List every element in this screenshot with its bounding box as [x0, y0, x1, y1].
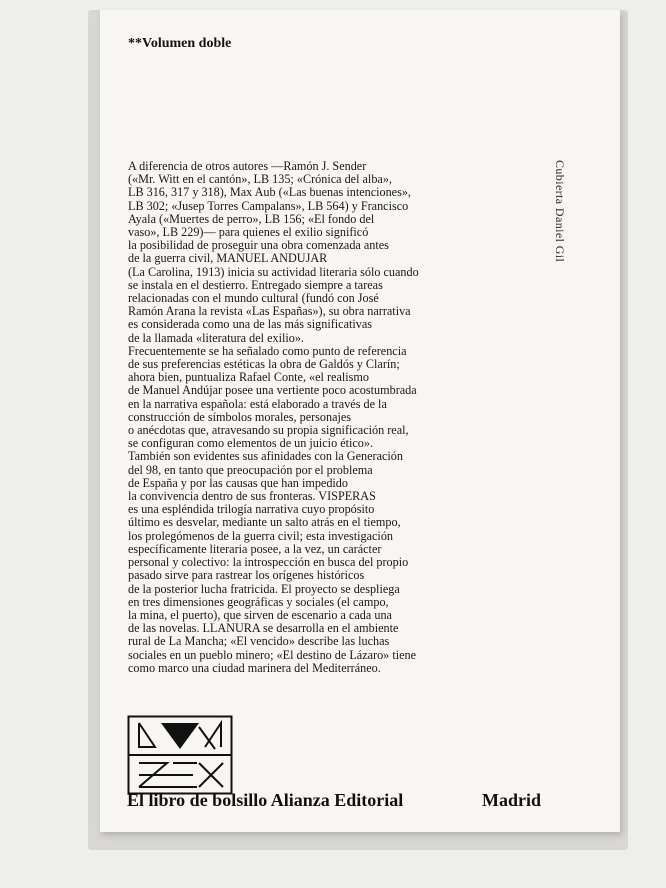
imprint-publisher: El libro de bolsillo Alianza Editorial [127, 790, 404, 810]
cover-credit: Cubierta Daniel Gil [553, 160, 567, 263]
blurb-line: relacionadas con el mundo cultural (fundó con José [128, 291, 379, 306]
blurb-line: pasado sirve para rastrear los orígenes históricos [128, 568, 365, 583]
blurb-line: construcción de símbolos morales, personajes [128, 409, 352, 424]
blurb-line: los prolegómenos de la guerra civil; esta investigación [128, 528, 394, 543]
blurb-line: como marco una ciudad marinera del Mediterráneo. [128, 660, 381, 675]
blurb-line: Frecuentemente se ha señalado como punto de referencia [128, 343, 407, 358]
imprint [127, 790, 541, 811]
blurb-line: de las novelas. LLANURA se desarrolla en el ambiente [128, 621, 399, 636]
blurb-line: Ayala («Muertes de perro», LB 156; «El fondo del [128, 211, 375, 226]
blurb-line: rural de La Mancha; «El vencido» describe las luchas [128, 634, 390, 649]
blurb-line: («Mr. Witt en el cantón», LB 135; «Crónica del alba», [128, 172, 392, 187]
blurb-line: LB 302; «Jusep Torres Campalans», LB 564) y Francisco [128, 198, 409, 213]
blurb-line: A diferencia de otros autores —Ramón J. Sender [128, 159, 367, 173]
blurb-line: de la guerra civil, MANUEL ANDUJAR [128, 251, 328, 266]
blurb-line: último es desvelar, mediante un salto atrás en el tiempo, [128, 515, 401, 530]
blurb-line: la mina, el puerto), que sirven de escenario a cada una [128, 607, 392, 622]
back-cover [100, 10, 620, 832]
blurb-line: específicamente literaria posee, a la vez, un carácter [128, 541, 382, 556]
series-note: **Volumen doble [128, 36, 232, 51]
alianza-editorial-logo-icon [127, 715, 233, 795]
blurb-line: se configuran como elementos de un juicio ético». [128, 436, 374, 451]
blurb-text [128, 160, 528, 675]
blurb-line: es una espléndida trilogía narrativa cuyo propósito [128, 502, 375, 517]
blurb-line: o anécdotas que, atravesando su propia significación real, [128, 423, 409, 438]
blurb-line: (La Carolina, 1913) inicia su actividad literaria sólo cuando [128, 264, 419, 279]
imprint-city: Madrid [481, 790, 541, 810]
blurb-line: personal y colectivo: la introspección en busca del propio [128, 555, 409, 570]
blurb-line: la convivencia dentro de sus fronteras. VISPERAS [128, 489, 376, 504]
blurb-line: la posibilidad de proseguir una obra comenzada antes [128, 238, 389, 253]
blurb-line: en la narrativa española: está elaborado a través de la [128, 396, 387, 411]
blurb-line: vaso», LB 229)— para quienes el exilio significó [128, 225, 369, 240]
blurb-line: sociales en un pueblo minero; «El destino de Lázaro» tiene [128, 647, 417, 662]
blurb-line: del 98, en tanto que preocupación por el problema [128, 462, 373, 477]
blurb-line: ahora bien, puntualiza Rafael Conte, «el realismo [128, 370, 369, 385]
blurb-line: También son evidentes sus afinidades con la Generación [128, 449, 403, 464]
blurb-line: Ramón Arana la revista «Las Españas»), su obra narrativa [128, 304, 411, 319]
blurb-line: LB 316, 317 y 318), Max Aub («Las buenas intenciones», [128, 185, 411, 200]
blurb-line: es considerada como una de las más significativas [128, 317, 373, 332]
blurb-line: de la posterior lucha fratricida. El proyecto se despliega [128, 581, 400, 596]
blurb-line: de sus preferencias estéticas la obra de Galdós y Clarín; [128, 357, 400, 372]
blurb-line: de Manuel Andújar posee una vertiente poco acostumbrada [128, 383, 417, 398]
blurb-line: de España y por las causas que han impedido [128, 475, 348, 490]
blurb-line: se instala en el destierro. Entregado siempre a tareas [128, 277, 383, 292]
blurb-line: en tres dimensiones geográficas y sociales (el campo, [128, 594, 389, 609]
blurb-line: de la llamada «literatura del exilio». [128, 330, 304, 345]
